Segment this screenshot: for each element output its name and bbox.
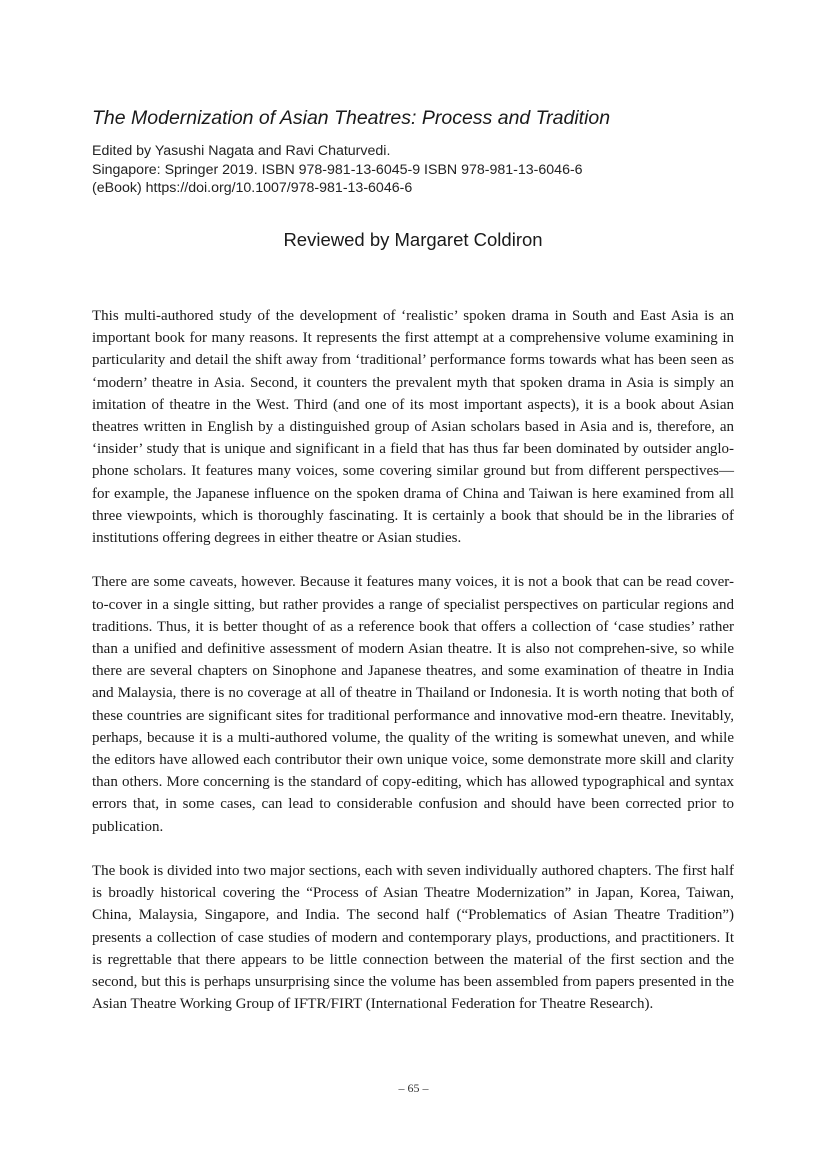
publisher-line: Singapore: Springer 2019. ISBN 978-981-13-6045-9 ISBN 978-981-13-6046-6 — [92, 161, 583, 178]
ebook-line: (eBook) https://doi.org/10.1007/978-981-13-6046-6 — [92, 180, 413, 196]
book-title: The Modernization of Asian Theatres: Process and Tradition — [92, 107, 611, 129]
paragraph: This multi-authored study of the development of ‘realistic’ spoken drama in South and East Asia is an important book for many reasons. It represents the first attempt at a comprehensive volume examining in particularity and detail the shift away from ‘traditional’ performance forms towards what has been seen as ‘modern’ theatre in Asia. Second, it counters the prevalent myth that spoken drama in Asia is simply an imitation of theatre in the West. Third (and one of its most important aspects), it is a book about Asian theatres written in English by a distinguished group of Asian scholars based in Asia and is, therefore, an ‘insider’ study that is unique and significant in a field that has thus far been dominated by outsider anglo-phone scholars. It features many voices, some covering similar ground but from different perspectives—for example, the Japanese influence on the spoken drama of China and Taiwan is here examined from all three viewpoints, which is thoroughly fascinating. It is certainly a book that should be in the libraries of institutions offering degrees in either theatre or Asian studies. — [92, 308, 734, 547]
reviewer-byline: Reviewed by Margaret Coldiron — [283, 229, 543, 250]
page-number: – 65 – — [398, 1081, 429, 1095]
paragraph: There are some caveats, however. Because it features many voices, it is not a book that can be read cover-to-cover in a single sitting, but rather provides a range of specialist perspectives on particular regions and traditions. Thus, it is better thought of as a reference book that offers a collection of ‘case studies’ rather than a unified and definitive assessment of modern Asian theatre. It is also not comprehen-sive, so while there are several chapters on Sinophone and Japanese theatres, and some examination of theatre in India and Malaysia, there is no coverage at all of theatre in Thailand or Indonesia. It is worth noting that both of these countries are significant sites for traditional performance and innovative mod-ern theatre. Inevitably, perhaps, because it is a multi-authored volume, the quality of the writing is somewhat uneven, and while the editors have allowed each contributor their own unique voice, some demonstrate more skill and clarity than others. More concerning is the standard of copy-editing, which has allowed typographical and syntax errors that, in some cases, can lead to considerable confusion and should have been corrected prior to publication. — [92, 574, 734, 835]
editors-line: Edited by Yasushi Nagata and Ravi Chaturvedi. — [92, 143, 391, 159]
bibliographic-details — [92, 142, 742, 198]
review-body — [92, 305, 734, 1038]
paragraph: The book is divided into two major sections, each with seven individually authored chapters. The first half is broadly historical covering the “Process of Asian Theatre Modernization” in Japan, Korea, Taiwan, China, Malaysia, Singapore, and India. The second half (“Problematics of Asian Theatre Tradition”) presents a collection of case studies of modern and contemporary plays, productions, and practitioners. It is regrettable that there appears to be little connection between the material of the first section and the second, but this is perhaps unsurprising since the volume has been assembled from papers presented in the Asian Theatre Working Group of IFTR/FIRT (International Federation for Theatre Research). — [92, 863, 734, 1013]
